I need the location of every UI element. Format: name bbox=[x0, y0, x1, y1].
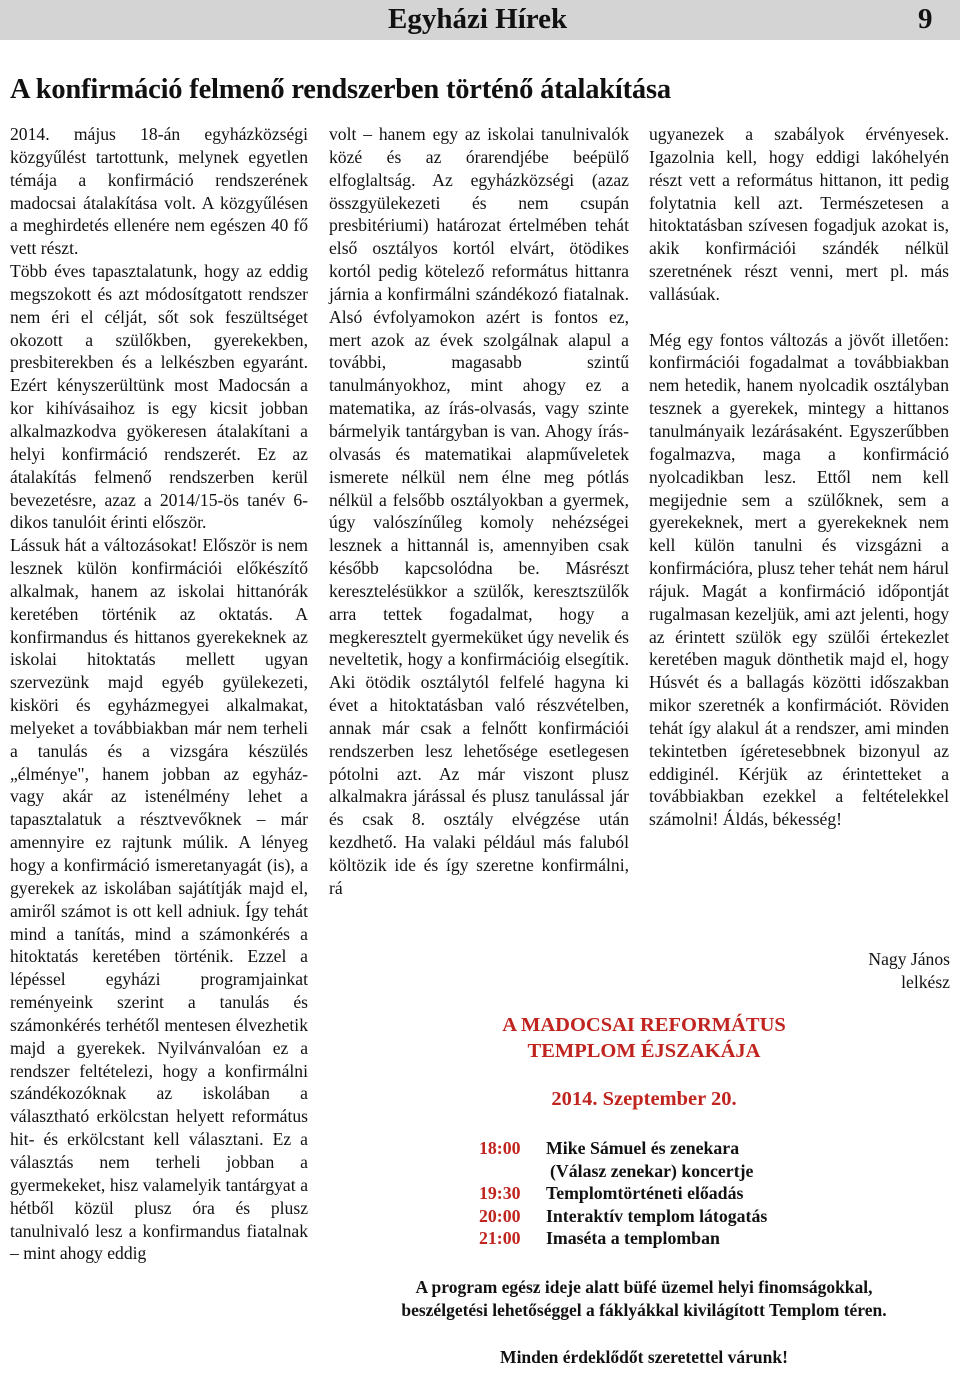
event-date: 2014. Szeptember 20. bbox=[551, 1088, 737, 1110]
program-text: Interaktív templom látogatás bbox=[546, 1205, 768, 1226]
article-title: A konfirmáció felmenő rendszerben történő átalakítása bbox=[10, 74, 671, 105]
program-time: 21:00 bbox=[479, 1228, 521, 1248]
program-row bbox=[338, 1161, 950, 1184]
page-number: 9 bbox=[918, 3, 933, 35]
paragraph: Több éves tapasztalatunk, hogy az eddig megszokott és azt módosítgatott rendszer nem éri el célját, sőt sok feszültséget okozott a szülőkben, gyerekekben, presbiterekben és a lelkészben egyaránt. Ezért kényszerültünk most Madocsán a kor kihívásaihoz is egy kicsit jobban alkalmazkodva gyökeresen átalakítani a helyi konfirmáció rendszerét. Ez az átalakítás felmenő rendszerben kerül bevezetésre, azaz a 2014/15-ös tanév 6-dikos tanulóit érinti először. bbox=[10, 261, 308, 533]
program-text: Templomtörténeti előadás bbox=[546, 1183, 744, 1203]
page-header bbox=[0, 0, 960, 40]
program-time: 18:00 bbox=[479, 1138, 521, 1158]
event-title bbox=[338, 1012, 950, 1064]
event-note-line: beszélgetési lehetőséggel a fáklyákkal kivilágított Templom téren. bbox=[401, 1299, 887, 1320]
paragraph: volt – hanem egy az iskolai tanulnivalók közé és az órarendjébe beépülő elfoglaltság. Az egyházközségi (azaz összgyülekezeti és nem csupán presbitériumi) határozat értelmében tehát első osztályos kortól elvárt, ötödikes kortól pedig kötelező református hittanra járnia a konfirmálni szándékozó fiatalnak. Alsó évfolyamokon azért is fontos ez, mert azok az évek szolgálnak alapul a további, magasabb szintű tanulmányokhoz, mint ahogy ez a matematika, az írás-olvasás, vagy szinte bármelyik tantárgyban is van. Ahogy írás-olvasás és matematikai alapműveletek ismerete nélkül nem élne meg pótlás nélkül a felsőbb osztályokban a gyermek, úgy valószínűleg komoly nehézségei lesznek a hittannál is, amennyiben csak később kapcsolódna be. Másrészt keresztelésükkor a szülők, keresztszülők arra tettek fogadalmat, hogy a megkeresztelt gyermeküket úgy nevelik és neveltetik, hogy a konfirmációig elsegítik. Aki ötödik osztálytól felfelé hagyna ki évet a hitoktatásban való részvételben, annak már csak a felnőtt konfirmációi rendszerben lesz lehetősége esetlegesen pótolni azt. Az már viszont plusz alkalmakra járással és plusz tanulással jár és csak 8. osztály elvégzése után kezdhető. Ha valaki például más faluból költözik ide és így szeretne konfirmálni, rá bbox=[329, 124, 629, 898]
event-title-line: TEMPLOM ÉJSZAKÁJA bbox=[527, 1040, 761, 1062]
event-title-line: A MADOCSAI REFORMÁTUS bbox=[502, 1014, 786, 1036]
paragraph: 2014. május 18-án egyházközségi közgyűlést tartottunk, melynek egyetlen témája a konfirmáció rendszerének madocsai átalakítása volt. A közgyűlésen a meghirdetés ellenére nem egészen 40 fő vett részt. bbox=[10, 124, 308, 259]
event-program bbox=[338, 1138, 950, 1251]
event-welcome: Minden érdeklődőt szeretettel várunk! bbox=[500, 1347, 788, 1367]
program-text: Imaséta a templomban bbox=[546, 1228, 720, 1248]
program-time: 19:30 bbox=[479, 1183, 521, 1203]
program-time: 20:00 bbox=[479, 1205, 521, 1226]
event-announcement bbox=[338, 990, 950, 1385]
program-text: (Válasz zenekar) koncertje bbox=[550, 1160, 754, 1181]
paragraph: Lássuk hát a változásokat! Először is nem lesznek külön konfirmációi előkészítő alkalmak, hanem az iskolai hittanórák keretében történik az oktatás. A konfirmandus és hittanos gyerekeknek az iskolai hitoktatás mellett ugyan szervezünk majd egyéb gyülekezeti, kisköri és egyházmegyei alkalmakat, melyeket a továbbiakban már nem terheli a tanulás és a vizsgára készülés „élménye", hanem jobban az egyház- vagy akár az istenélmény lehet a tapasztalatuk a résztvevőknek – már amennyire ez rajtunk múlik. A lényeg hogy a konfirmáció ismeretanyagát (is), a gyerekek az iskolában sajátítják majd el, amiről számot is ott kell adniuk. Így tehát mind a tanítás, mind a számonkérés a hitoktatás keretében történik. Ezzel a lépéssel egyházi programjainkat reményeink szerint a tanulás és számonkérés terhétől mentesen élvezhetik majd a gyerekek. Nyilvánvalóan ez a rendszer feltételezi, hogy a konfirmálni szándékozóknak az iskolában a választható erkölcstan helyett református hit- és erkölcstant kell választani. Ez a választás nem terheli jobban a gyermekeket, hisz valamelyik tantárgyat a hétből közül plusz óra és plusz tanulnivaló lesz a konfirmandus fiatalnak – mint ahogy eddig bbox=[10, 535, 308, 1264]
article-column-3 bbox=[649, 123, 949, 831]
header-title: Egyházi Hírek bbox=[388, 3, 568, 35]
program-row bbox=[338, 1183, 950, 1206]
program-row bbox=[338, 1206, 950, 1229]
event-note bbox=[338, 1276, 950, 1321]
article-column-2 bbox=[329, 123, 629, 900]
signature-name: Nagy János bbox=[868, 949, 950, 969]
program-row bbox=[338, 1228, 950, 1251]
paragraph: Még egy fontos változás a jövőt illetően: konfirmációi fogadalmat a továbbiakban nem hetedik, hanem nyolcadik osztályban tesznek a gyerekek, mintegy a hittanos tanulmányaik lezárásaként. Egyszerűbben fogalmazva, maga a konfirmáció nyolcadikban lesz. Ettől nem kell megijednie sem a szülőknek, sem a gyerekeknek, mert a gyerekeknek nem kell külön tanulni és vizsgázni a konfirmációra, plusz teher tehát nem hárul rájuk. Magát a konfirmáció időpontját rugalmasan kezeljük, ami azt jelenti, hogy az érintett szülök egy szülői értekezlet keretében maguk dönthetik majd el, hogy Húsvét és a ballagás közötti időszakban mikor szeretnék a konfirmációt. Röviden tehát így alakul át a rendszer, ami minden tekintetben ígéretesebbnek bizonyul az eddiginél. Kérjük az érintetteket a továbbiakban ezekkel a feltételekkel számolni! Áldás, békesség! bbox=[649, 329, 949, 830]
article-column-1 bbox=[10, 123, 308, 1265]
program-row bbox=[338, 1138, 950, 1161]
program-text: Mike Sámuel és zenekara bbox=[546, 1138, 740, 1158]
signature-role: lelkész bbox=[901, 972, 950, 992]
paragraph: ugyanezek a szabályok érvényesek. Igazolnia kell, hogy eddigi lakóhelyén részt vett a református hittanon, itt pedig folytatnia kell azt. Természetesen a hitoktatásban szívesen fogadjuk azokat is, akik konfirmációi szándék nélkül szeretnének részt venni, mert pl. más vallásúak. bbox=[649, 124, 949, 304]
event-note-line: A program egész ideje alatt büfé üzemel helyi finomságokkal, bbox=[415, 1277, 873, 1297]
